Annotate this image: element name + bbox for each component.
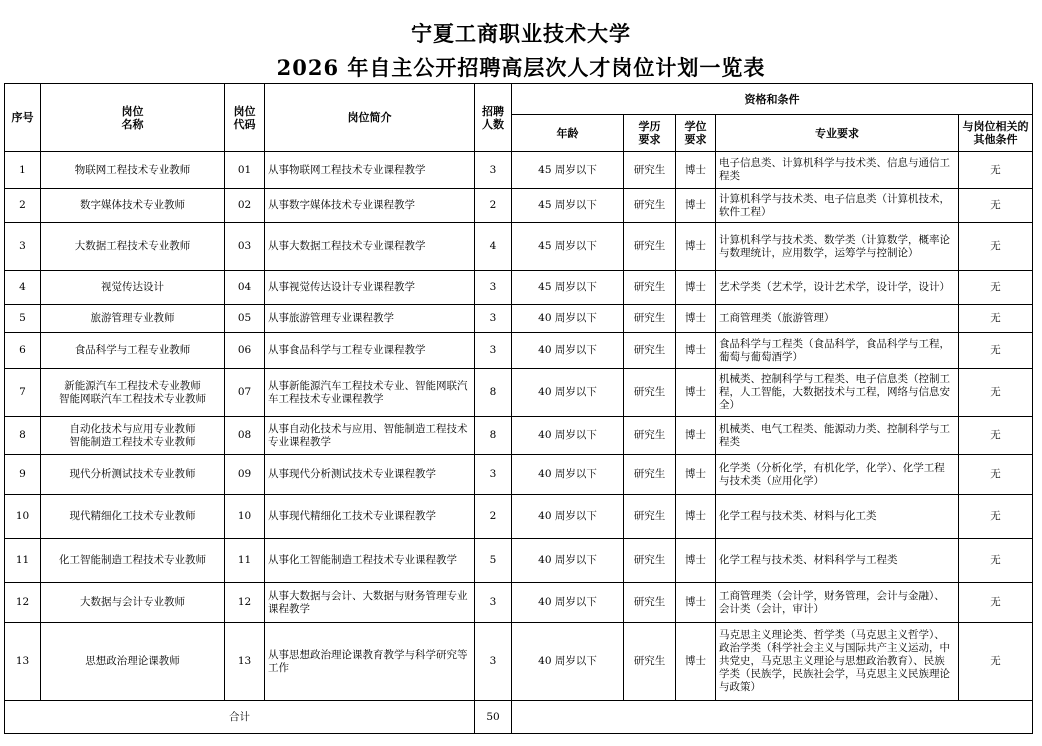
row-degree: 博士 <box>676 455 716 495</box>
row-major: 马克思主义理论类、哲学类（马克思主义哲学）、政治学类（科学社会主义与国际共产主义运动，中共党史，马克思主义理论与思想政治教育）、民族学类（民族学，民族社会学，马克思主义民族理论与政策） <box>716 623 959 701</box>
header-qualifications: 资格和条件 <box>512 84 1033 115</box>
header-count: 招聘 人数 <box>475 84 512 152</box>
header-position-name: 岗位 名称 <box>41 84 225 152</box>
row-major: 化学工程与技术类、材料科学与工程类 <box>716 539 959 583</box>
row-other: 无 <box>959 152 1033 189</box>
row-age: 45 周岁以下 <box>512 189 624 223</box>
row-education: 研究生 <box>624 495 676 539</box>
row-age: 45 周岁以下 <box>512 223 624 271</box>
row-other: 无 <box>959 189 1033 223</box>
total-row <box>5 701 1033 734</box>
table-row <box>5 583 1033 623</box>
row-other: 无 <box>959 333 1033 369</box>
row-count: 3 <box>475 455 512 495</box>
row-position-name: 旅游管理专业教师 <box>41 305 225 333</box>
row-major: 化学工程与技术类、材料与化工类 <box>716 495 959 539</box>
table-row <box>5 305 1033 333</box>
row-position-name: 数字媒体技术专业教师 <box>41 189 225 223</box>
row-major: 化学类（分析化学，有机化学，化学）、化学工程与技术类（应用化学） <box>716 455 959 495</box>
row-education: 研究生 <box>624 417 676 455</box>
table-body <box>5 152 1033 701</box>
total-label: 合计 <box>5 701 475 734</box>
row-seq: 9 <box>5 455 41 495</box>
row-count: 3 <box>475 271 512 305</box>
row-count: 3 <box>475 333 512 369</box>
row-degree: 博士 <box>676 271 716 305</box>
row-seq: 2 <box>5 189 41 223</box>
row-position-code: 09 <box>225 455 265 495</box>
row-education: 研究生 <box>624 539 676 583</box>
row-position-code: 01 <box>225 152 265 189</box>
table-row <box>5 189 1033 223</box>
row-age: 40 周岁以下 <box>512 417 624 455</box>
table-row <box>5 417 1033 455</box>
row-seq: 6 <box>5 333 41 369</box>
row-age: 40 周岁以下 <box>512 333 624 369</box>
row-position-code: 07 <box>225 369 265 417</box>
row-degree: 博士 <box>676 369 716 417</box>
row-position-name: 视觉传达设计 <box>41 271 225 305</box>
row-degree: 博士 <box>676 583 716 623</box>
row-education: 研究生 <box>624 369 676 417</box>
row-intro: 从事现代精细化工技术专业课程教学 <box>265 495 475 539</box>
table-row <box>5 152 1033 189</box>
row-other: 无 <box>959 223 1033 271</box>
row-count: 3 <box>475 305 512 333</box>
row-count: 8 <box>475 369 512 417</box>
row-other: 无 <box>959 455 1033 495</box>
row-position-code: 02 <box>225 189 265 223</box>
header-major: 专业要求 <box>716 115 959 152</box>
row-position-code: 06 <box>225 333 265 369</box>
row-intro: 从事新能源汽车工程技术专业、智能网联汽车工程技术专业课程教学 <box>265 369 475 417</box>
row-other: 无 <box>959 369 1033 417</box>
row-degree: 博士 <box>676 152 716 189</box>
row-position-code: 10 <box>225 495 265 539</box>
row-age: 40 周岁以下 <box>512 455 624 495</box>
row-intro: 从事大数据与会计、大数据与财务管理专业课程教学 <box>265 583 475 623</box>
row-education: 研究生 <box>624 271 676 305</box>
total-empty-cell <box>512 701 1033 734</box>
row-count: 5 <box>475 539 512 583</box>
row-age: 40 周岁以下 <box>512 583 624 623</box>
total-count: 50 <box>475 701 512 734</box>
row-education: 研究生 <box>624 623 676 701</box>
row-education: 研究生 <box>624 455 676 495</box>
row-seq: 5 <box>5 305 41 333</box>
row-seq: 4 <box>5 271 41 305</box>
table-row <box>5 223 1033 271</box>
table-row <box>5 271 1033 305</box>
row-degree: 博士 <box>676 223 716 271</box>
row-position-name: 现代精细化工技术专业教师 <box>41 495 225 539</box>
row-position-name: 物联网工程技术专业教师 <box>41 152 225 189</box>
row-degree: 博士 <box>676 333 716 369</box>
row-age: 40 周岁以下 <box>512 539 624 583</box>
row-other: 无 <box>959 495 1033 539</box>
row-position-name: 自动化技术与应用专业教师 智能制造工程技术专业教师 <box>41 417 225 455</box>
row-position-name: 现代分析测试技术专业教师 <box>41 455 225 495</box>
table-row <box>5 495 1033 539</box>
row-position-code: 12 <box>225 583 265 623</box>
row-position-code: 11 <box>225 539 265 583</box>
row-position-name: 化工智能制造工程技术专业教师 <box>41 539 225 583</box>
row-age: 40 周岁以下 <box>512 495 624 539</box>
row-position-name: 大数据与会计专业教师 <box>41 583 225 623</box>
row-seq: 11 <box>5 539 41 583</box>
row-seq: 12 <box>5 583 41 623</box>
row-intro: 从事自动化技术与应用、智能制造工程技术专业课程教学 <box>265 417 475 455</box>
row-seq: 13 <box>5 623 41 701</box>
row-count: 2 <box>475 189 512 223</box>
row-age: 40 周岁以下 <box>512 305 624 333</box>
row-position-name: 食品科学与工程专业教师 <box>41 333 225 369</box>
row-education: 研究生 <box>624 333 676 369</box>
row-position-code: 03 <box>225 223 265 271</box>
row-degree: 博士 <box>676 189 716 223</box>
row-count: 3 <box>475 152 512 189</box>
header-position-code: 岗位 代码 <box>225 84 265 152</box>
row-age: 40 周岁以下 <box>512 623 624 701</box>
row-age: 45 周岁以下 <box>512 271 624 305</box>
header-intro: 岗位简介 <box>265 84 475 152</box>
table-row <box>5 539 1033 583</box>
row-position-code: 08 <box>225 417 265 455</box>
row-other: 无 <box>959 417 1033 455</box>
row-seq: 8 <box>5 417 41 455</box>
row-intro: 从事思想政治理论课教育教学与科学研究等工作 <box>265 623 475 701</box>
recruitment-table <box>4 83 1033 734</box>
header-row-1 <box>5 84 1033 115</box>
header-degree: 学位 要求 <box>676 115 716 152</box>
row-major: 艺术学类（艺术学，设计艺术学，设计学，设计） <box>716 271 959 305</box>
row-count: 3 <box>475 583 512 623</box>
table-row <box>5 333 1033 369</box>
row-degree: 博士 <box>676 417 716 455</box>
row-age: 45 周岁以下 <box>512 152 624 189</box>
row-age: 40 周岁以下 <box>512 369 624 417</box>
row-degree: 博士 <box>676 495 716 539</box>
row-position-name: 思想政治理论课教师 <box>41 623 225 701</box>
row-count: 3 <box>475 623 512 701</box>
row-degree: 博士 <box>676 623 716 701</box>
row-seq: 1 <box>5 152 41 189</box>
row-other: 无 <box>959 583 1033 623</box>
row-count: 8 <box>475 417 512 455</box>
row-intro: 从事物联网工程技术专业课程教学 <box>265 152 475 189</box>
row-intro: 从事视觉传达设计专业课程教学 <box>265 271 475 305</box>
row-position-name: 大数据工程技术专业教师 <box>41 223 225 271</box>
row-intro: 从事化工智能制造工程技术专业课程教学 <box>265 539 475 583</box>
row-other: 无 <box>959 271 1033 305</box>
row-education: 研究生 <box>624 189 676 223</box>
row-major: 机械类、电气工程类、能源动力类、控制科学与工程类 <box>716 417 959 455</box>
table-row <box>5 369 1033 417</box>
row-major: 计算机科学与技术类、数学类（计算数学，概率论与数理统计，应用数学，运筹学与控制论） <box>716 223 959 271</box>
row-other: 无 <box>959 305 1033 333</box>
row-degree: 博士 <box>676 305 716 333</box>
row-major: 机械类、控制科学与工程类、电子信息类（控制工程，人工智能，大数据技术与工程，网络与信息安全） <box>716 369 959 417</box>
header-education: 学历 要求 <box>624 115 676 152</box>
row-seq: 7 <box>5 369 41 417</box>
row-seq: 10 <box>5 495 41 539</box>
row-other: 无 <box>959 623 1033 701</box>
row-intro: 从事旅游管理专业课程教学 <box>265 305 475 333</box>
row-major: 食品科学与工程类（食品科学，食品科学与工程，葡萄与葡萄酒学） <box>716 333 959 369</box>
row-seq: 3 <box>5 223 41 271</box>
row-position-code: 13 <box>225 623 265 701</box>
row-major: 工商管理类（旅游管理） <box>716 305 959 333</box>
document-title: 宁夏工商职业技术大学 <box>411 21 631 46</box>
row-major: 工商管理类（会计学，财务管理，会计与金融）、会计类（会计，审计） <box>716 583 959 623</box>
row-education: 研究生 <box>624 152 676 189</box>
header-age: 年龄 <box>512 115 624 152</box>
row-education: 研究生 <box>624 305 676 333</box>
row-position-name: 新能源汽车工程技术专业教师 智能网联汽车工程技术专业教师 <box>41 369 225 417</box>
row-position-code: 04 <box>225 271 265 305</box>
row-position-code: 05 <box>225 305 265 333</box>
row-intro: 从事食品科学与工程专业课程教学 <box>265 333 475 369</box>
row-major: 电子信息类、计算机科学与技术类、信息与通信工程类 <box>716 152 959 189</box>
row-count: 4 <box>475 223 512 271</box>
row-major: 计算机科学与技术类、电子信息类（计算机技术，软件工程） <box>716 189 959 223</box>
row-education: 研究生 <box>624 223 676 271</box>
table-row <box>5 455 1033 495</box>
row-intro: 从事数字媒体技术专业课程教学 <box>265 189 475 223</box>
header-seq: 序号 <box>5 84 41 152</box>
table-row <box>5 623 1033 701</box>
document-subtitle: 2026 年自主公开招聘高层次人才岗位计划一览表 <box>276 55 766 80</box>
header-other: 与岗位相关的 其他条件 <box>959 115 1033 152</box>
row-count: 2 <box>475 495 512 539</box>
row-education: 研究生 <box>624 583 676 623</box>
row-intro: 从事大数据工程技术专业课程教学 <box>265 223 475 271</box>
row-other: 无 <box>959 539 1033 583</box>
row-degree: 博士 <box>676 539 716 583</box>
row-intro: 从事现代分析测试技术专业课程教学 <box>265 455 475 495</box>
